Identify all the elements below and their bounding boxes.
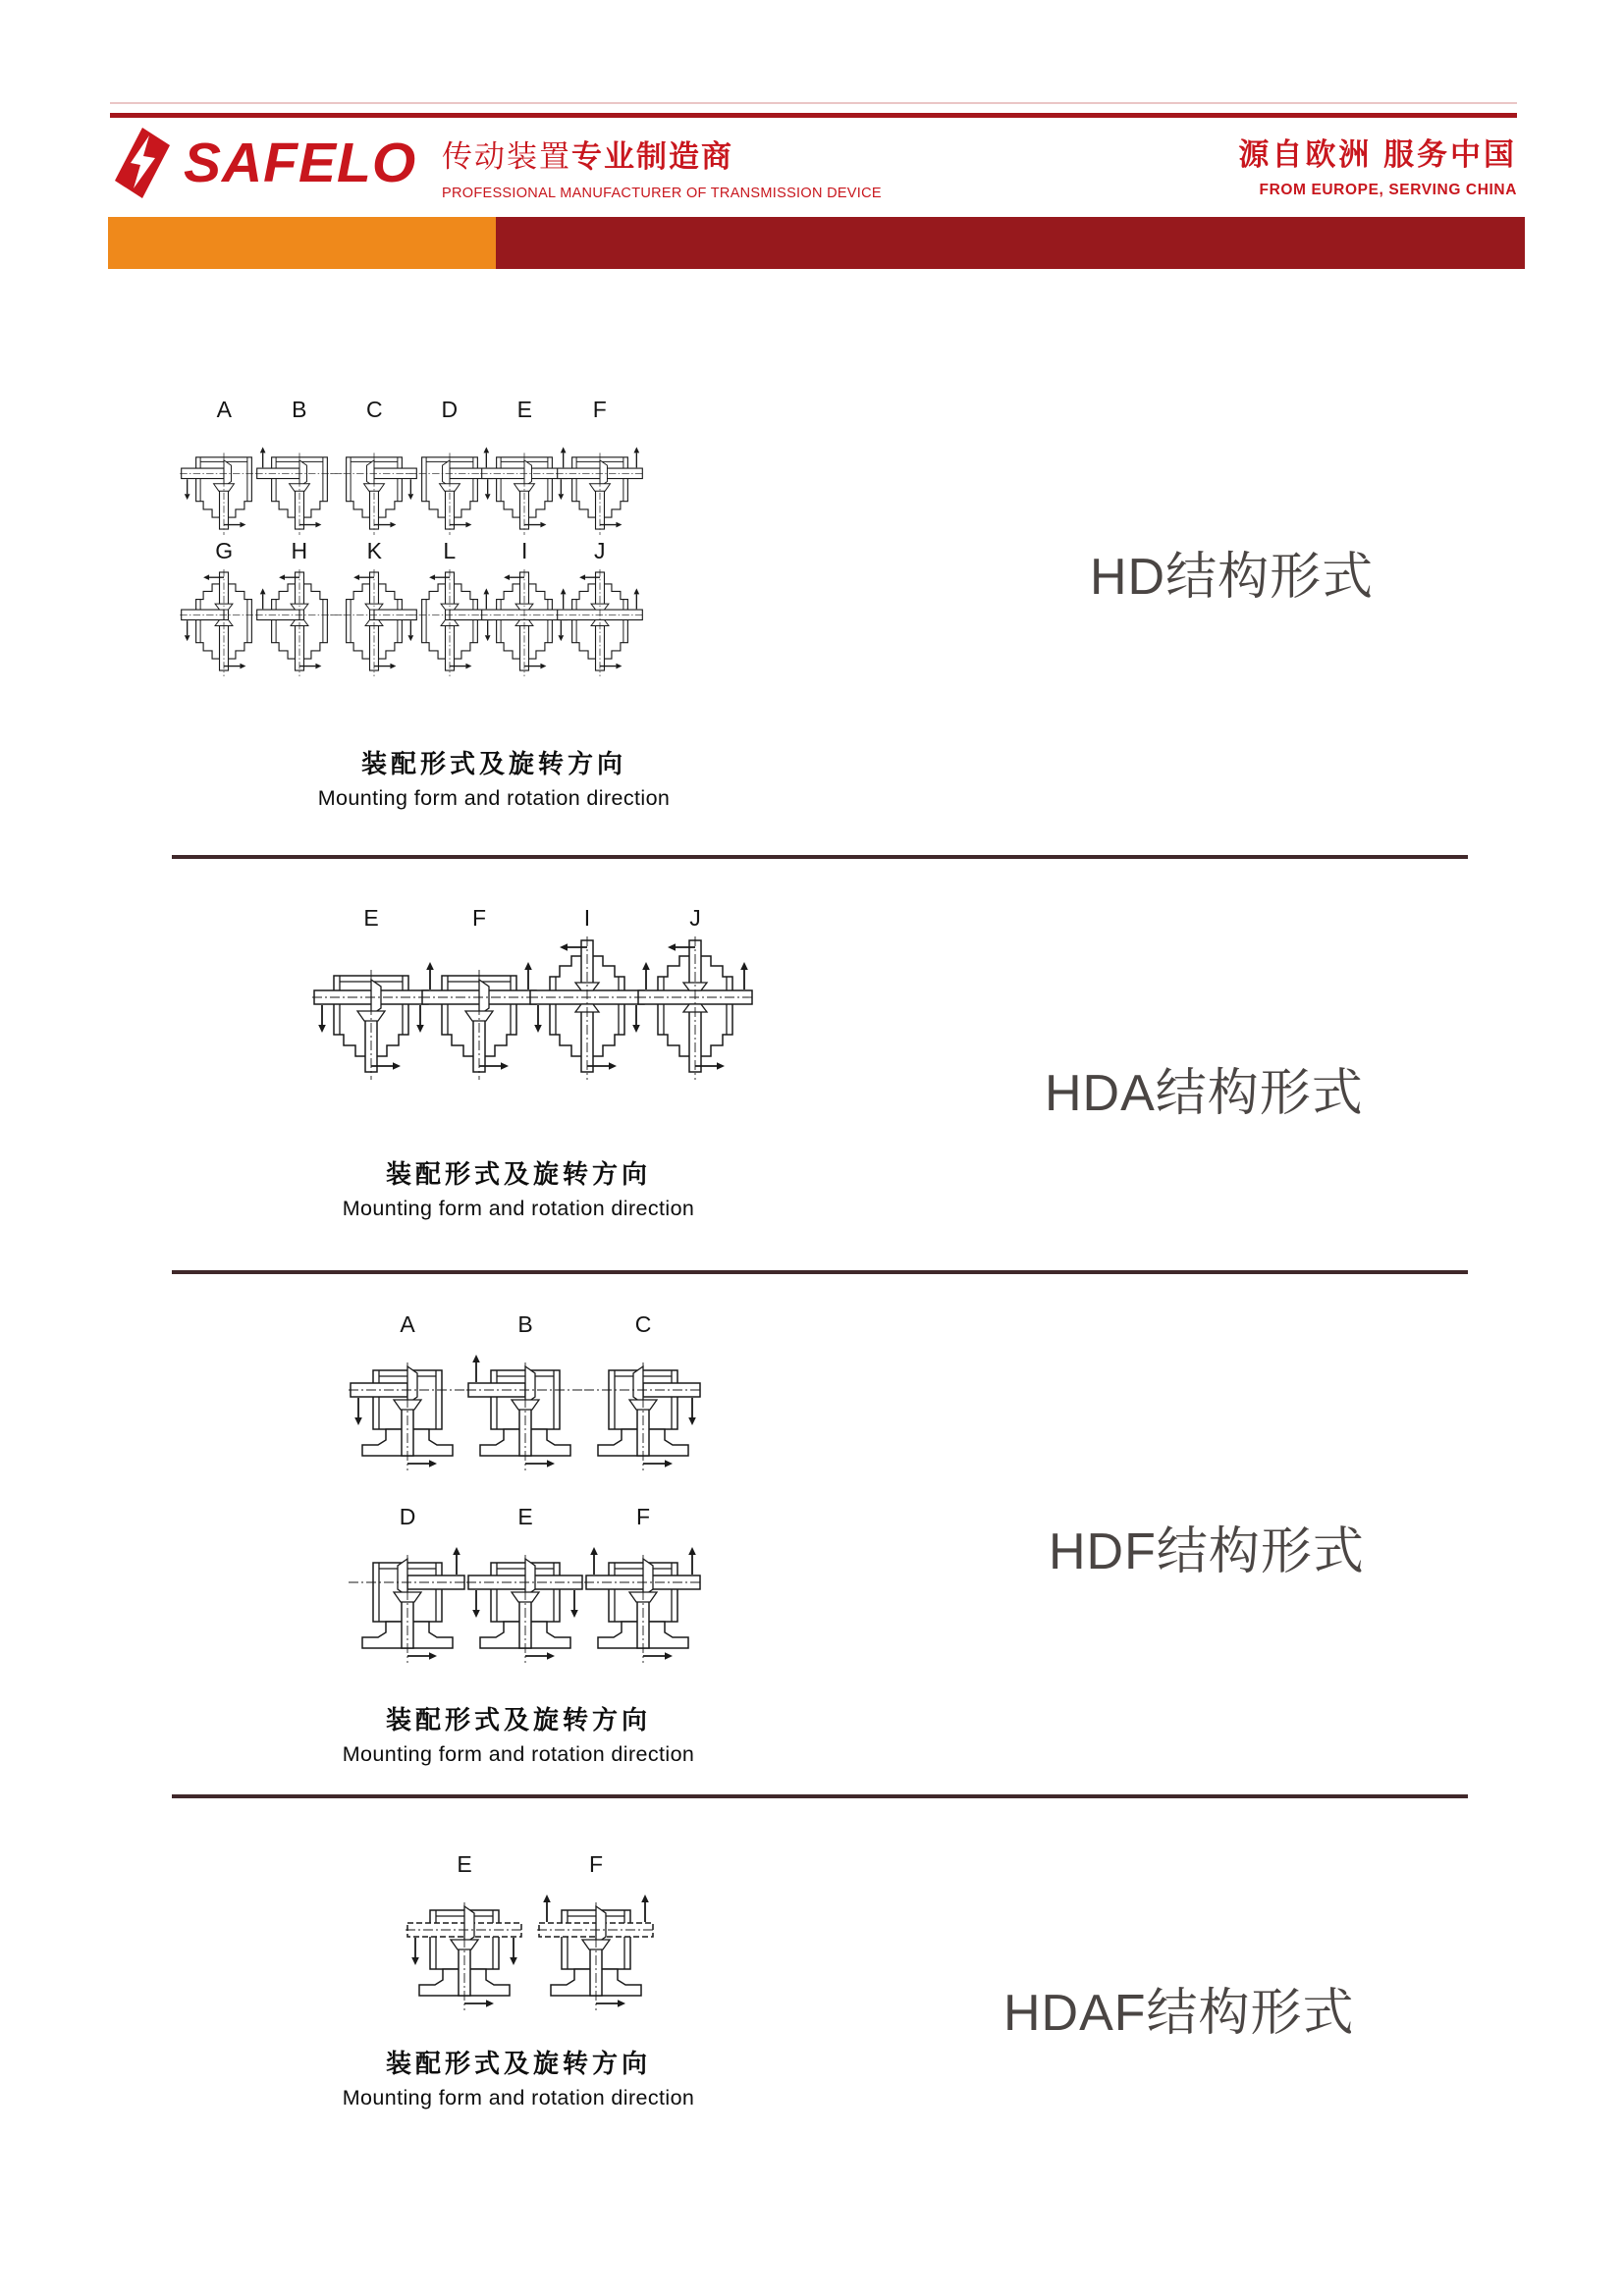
gearbox-drawing-hdf-C <box>584 1343 702 1480</box>
section-title-hd: HD结构形式 <box>1090 549 1375 606</box>
safelo-logo <box>113 126 416 200</box>
diagram-label: H <box>291 538 308 563</box>
diagram-hdf-B <box>466 1311 584 1480</box>
hda-diagram-row <box>317 905 749 1084</box>
diagram-hd-K <box>337 538 412 679</box>
diagram-hdaf-E <box>399 1851 530 2020</box>
gearbox-drawing-hdf-A <box>349 1343 466 1480</box>
slogan-en: FROM EUROPE, SERVING CHINA <box>1259 182 1517 198</box>
header-slogan <box>1238 130 1517 199</box>
diagram-hdf-D <box>349 1504 466 1673</box>
diagram-label: E <box>363 905 379 931</box>
gearbox-drawing-hdaf-F <box>537 1883 655 2020</box>
hdaf-caption <box>204 2044 833 2110</box>
gearbox-drawing-hda-J <box>636 936 754 1084</box>
diagram-hd-I <box>487 538 563 679</box>
hd-caption <box>180 744 808 811</box>
diagram-hdf-E <box>466 1504 584 1673</box>
diagram-label: G <box>215 538 234 563</box>
diagram-hdf-F <box>584 1504 702 1673</box>
diagram-label: A <box>400 1311 415 1337</box>
tagline-zh <box>442 132 882 176</box>
tagline-en: PROFESSIONAL MANUFACTURER OF TRANSMISSION DEVICE <box>442 186 882 201</box>
diagram-label: F <box>588 1851 604 1877</box>
diagram-hd-H <box>262 538 338 679</box>
hdf-diagram-row-1 <box>349 1311 702 1480</box>
gearbox-drawing-hdf-F <box>584 1535 702 1673</box>
hdaf-diagram-row <box>399 1851 662 2020</box>
diagram-label: F <box>635 1504 651 1529</box>
diagram-hd-G <box>187 538 262 679</box>
section-title-hda: HDA结构形式 <box>1045 1065 1364 1122</box>
diagram-hd-C <box>337 397 412 538</box>
diagram-label: C <box>365 397 383 422</box>
diagram-label: I <box>583 905 591 931</box>
diagram-label: B <box>292 397 307 422</box>
gearbox-drawing-hdf-D <box>349 1535 466 1673</box>
hdaf-caption-en: Mounting form and rotation direction <box>342 2086 695 2109</box>
diagram-hda-F <box>425 905 533 1084</box>
tagline-zh-light: 传动装置 <box>442 139 571 174</box>
header-rule-thick <box>110 113 1517 118</box>
hdaf-caption-zh: 装配形式及旋转方向 <box>385 2049 651 2078</box>
hdf-caption-zh: 装配形式及旋转方向 <box>385 1705 651 1735</box>
diagram-label: I <box>521 538 528 563</box>
diagram-label: E <box>516 397 532 422</box>
hdf-diagram-row-2 <box>349 1504 702 1673</box>
hd-caption-zh: 装配形式及旋转方向 <box>360 749 626 778</box>
bar-red-segment <box>496 217 1525 269</box>
hda-caption-en: Mounting form and rotation direction <box>342 1197 695 1220</box>
tagline-zh-bold: 专业制造商 <box>571 139 733 174</box>
diagram-hd-J <box>563 538 638 679</box>
gearbox-drawing-hdf-E <box>466 1535 584 1673</box>
diagram-label: K <box>366 538 382 563</box>
hdf-caption-en: Mounting form and rotation direction <box>342 1742 695 1766</box>
gearbox-drawing-hdf-B <box>466 1343 584 1480</box>
diagram-hd-E <box>487 397 563 538</box>
gearbox-drawing-hd-F <box>556 428 644 538</box>
diagram-label: E <box>457 1851 472 1877</box>
diagram-hd-F <box>563 397 638 538</box>
diagram-hd-D <box>412 397 488 538</box>
section-separator-2 <box>172 1270 1468 1274</box>
hd-caption-en: Mounting form and rotation direction <box>317 786 671 810</box>
header-rule-thin <box>110 102 1517 104</box>
diagram-hdaf-F <box>530 1851 662 2020</box>
section-title-hdf: HDF结构形式 <box>1049 1523 1365 1580</box>
diagram-hd-A <box>187 397 262 538</box>
gearbox-drawing-hd-J <box>556 569 644 679</box>
diagram-label: E <box>517 1504 533 1529</box>
section-separator-1 <box>172 855 1468 859</box>
diagram-hda-J <box>641 905 749 1084</box>
diagram-label: D <box>441 397 459 422</box>
section-title-hdaf: HDAF结构形式 <box>1003 1985 1355 2042</box>
section-separator-3 <box>172 1794 1468 1798</box>
diagram-hd-L <box>412 538 488 679</box>
diagram-label: F <box>471 905 487 931</box>
diagram-hd-B <box>262 397 338 538</box>
diagram-label: L <box>443 538 457 563</box>
gearbox-drawing-hdaf-E <box>406 1883 523 2020</box>
hd-diagram-row-1 <box>187 397 637 538</box>
diagram-label: F <box>592 397 607 422</box>
diagram-label: B <box>517 1311 533 1337</box>
diagram-label: C <box>634 1311 652 1337</box>
diagram-label: J <box>594 538 606 563</box>
gearbox-drawing-hda-F <box>420 936 538 1084</box>
hda-caption <box>204 1154 833 1221</box>
header-color-bar <box>108 217 1525 269</box>
diagram-hda-E <box>317 905 425 1084</box>
diagram-hdf-C <box>584 1311 702 1480</box>
hdf-caption <box>204 1700 833 1767</box>
diagram-label: D <box>399 1504 416 1529</box>
diagram-hda-I <box>533 905 641 1084</box>
diagram-label: A <box>216 397 232 422</box>
header-tagline <box>442 132 882 201</box>
hd-diagram-row-2 <box>187 538 637 679</box>
diagram-label: J <box>689 905 701 931</box>
bar-orange-segment <box>108 217 496 269</box>
safelo-logo-icon <box>113 126 172 200</box>
slogan-zh: 源自欧洲 服务中国 <box>1238 137 1517 172</box>
gearbox-drawing-hda-E <box>312 936 430 1084</box>
gearbox-drawing-hda-I <box>528 936 646 1084</box>
hda-caption-zh: 装配形式及旋转方向 <box>385 1159 651 1189</box>
logo-wordmark: SAFELO <box>184 132 417 194</box>
diagram-hdf-A <box>349 1311 466 1480</box>
